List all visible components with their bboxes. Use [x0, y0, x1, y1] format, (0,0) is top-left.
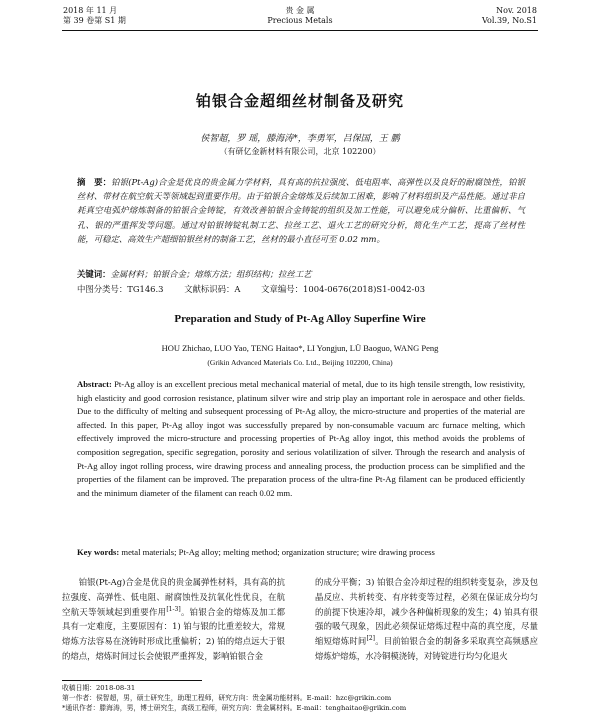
- header-volume-cn: 第 39 卷第 S1 期: [63, 16, 126, 25]
- abstract-cn: [77, 175, 525, 246]
- affiliation-cn: （有研亿金新材料有限公司，北京 102200）: [219, 147, 381, 156]
- header-journal: [240, 6, 360, 26]
- header-volume-en: Vol.39, No.S1: [481, 16, 537, 25]
- header-issue-cn: [63, 6, 126, 26]
- abstract-en-label: Abstract:: [77, 379, 112, 389]
- clc-number: 中图分类号：TG146.3: [77, 284, 164, 294]
- keywords-en-text: metal materials; Pt-Ag alloy; melting method; organization structure; wire drawing process: [121, 547, 435, 557]
- authors-cn: 侯智超，罗 瑶，滕海涛*，李勇军，吕保国，王 鹏: [200, 134, 400, 144]
- keywords-cn-label: 关键词：: [77, 269, 111, 279]
- keywords-en: [77, 546, 525, 560]
- header-rule: [62, 30, 538, 31]
- body-right-ref: [2]: [366, 635, 375, 643]
- article-number: 文章编号：1004-0676(2018)S1-0042-03: [261, 284, 426, 294]
- footnote-received: 收稿日期：2018-08-31: [62, 684, 136, 692]
- body-left-text: 铂银(Pt-Ag)合金是优良的贵金属弹性材料，具有高的抗拉强度、高弹性、低电阻、耐腐蚀性及抗氧化性优良，在航空航天等领域起到重要作用: [62, 577, 285, 617]
- title-en: Preparation and Study of Pt-Ag Alloy Superfine Wire: [174, 313, 426, 325]
- header-date-cn: 2018 年 11 月: [63, 6, 118, 15]
- header-issue-en: [482, 6, 537, 26]
- keywords-cn-text: 金属材料；铂银合金；熔炼方法；组织结构；拉丝工艺: [110, 269, 312, 279]
- classification-cn: [77, 282, 525, 296]
- body-right-text-rest: 。目前铂银合金的制备多采取真空高频感应熔炼炉熔炼，水冷铜模浇铸，对铸锭进行均匀化退火: [315, 636, 539, 661]
- body-left-ref: [1-3]: [166, 605, 181, 613]
- header-journal-en: Precious Metals: [267, 16, 333, 25]
- authors-en: HOU Zhichao, LUO Yao, TENG Haitao*, LI Yongjun, LÜ Baoguo, WANG Peng: [161, 343, 439, 353]
- body-column-right: [315, 575, 538, 664]
- affiliation-en: (Grikin Advanced Materials Co. Ltd., Beijing 102200, China): [207, 358, 393, 367]
- abstract-en-text: Pt-Ag alloy is an excellent precious metal mechanical material of metal, due to its high tensile strength, low resistivity, high elasticity and good corrosion resistance, platinum silver wire and strip play an important role in aerospace and other fields. Due to the difficulty of melting and subsequent processing of Pt-Ag alloy, the micro-structure and properties of the material are affected. In this paper, Pt-Ag alloy ingot was successfully prepared by non-consumable vacuum arc furnace melting, which effectively improved the micro-structure and processing properties of Pt-Ag alloy ingot, this method avoids the problems of composition segregation, specific segregation, porosity and serious volatilization of silver. Through the research and analysis of Pt-Ag alloy ingot rolling process, wire drawing process and annealing process, the production process can be simplified and the properties of the filament can be improved. The preparation process of the ultra-fine Pt-Ag filament can be produced efficiently and the minimum diameter of the filament can reach 0.02 mm.: [77, 379, 525, 498]
- title-cn: 铂银合金超细丝材制备及研究: [195, 92, 404, 110]
- keywords-cn: [77, 267, 525, 281]
- footnote-first-author: 第一作者：侯智超，男，硕士研究生，助理工程师，研究方向：贵金属功能材料。E-mail：hzc@grikin.com: [62, 694, 392, 702]
- document-code: 文献标识码：A: [184, 284, 241, 294]
- header-journal-cn: 贵 金 属: [285, 6, 315, 15]
- body-left-text-rest: 。铂银合金的熔炼及加工都具有一定难度，主要原因有：1) 铂与银的比重差较大，常规熔炼方法容易在浇铸时形成比重偏析；2) 铂的熔点远大于银的熔点，熔炼时间过长会使银严重挥发，影响铂银合金: [62, 606, 285, 661]
- header-date-en: Nov. 2018: [496, 6, 537, 15]
- keywords-en-label: Key words:: [77, 547, 120, 557]
- abstract-en: [77, 378, 525, 500]
- body-right-text: 的成分平衡；3) 铂银合金冷却过程的组织转变复杂，涉及包晶反应、共析转变、有序转变等过程，必须在保证成分均匀的前提下快速冷却，减少各种偏析现象的发生；4) 铂具有很强的吸气现象，因此必须保证熔炼过程中高的真空度，尽量缩短熔炼时间: [315, 577, 538, 647]
- footnote-rule: [62, 680, 202, 681]
- body-column-left: [62, 575, 285, 664]
- footnote-corresponding: *通讯作者：滕海涛，男，博士研究生，高级工程师，研究方向：贵金属材料。E-mail：tenghaitao@grikin.com: [62, 704, 407, 712]
- abstract-cn-text: 铂银(Pt-Ag)合金是优良的贵金属力学材料，具有高的抗拉强度、低电阻率、高弹性以及良好的耐腐蚀性，铂银丝材、带材在航空航天等领域起到重要作用。由于铂银合金熔炼及后续加工困难，影响了材料组织及产品性能。通过非自耗真空电弧炉熔炼制备的铂银合金铸锭，有效改善铂银合金铸锭的组织及加工性能，可以避免成分偏析、比重偏析、气孔、银的严重挥发等问题。通过对铂银铸锭轧制工艺、拉丝工艺、退火工艺的研究分析，简化生产工艺，提高了丝材性能，可稳定、高效生产超细铂银丝材的制备工艺，丝材的最小直径可至 0.02 mm。: [77, 177, 525, 244]
- abstract-cn-label: 摘 要：: [77, 177, 112, 187]
